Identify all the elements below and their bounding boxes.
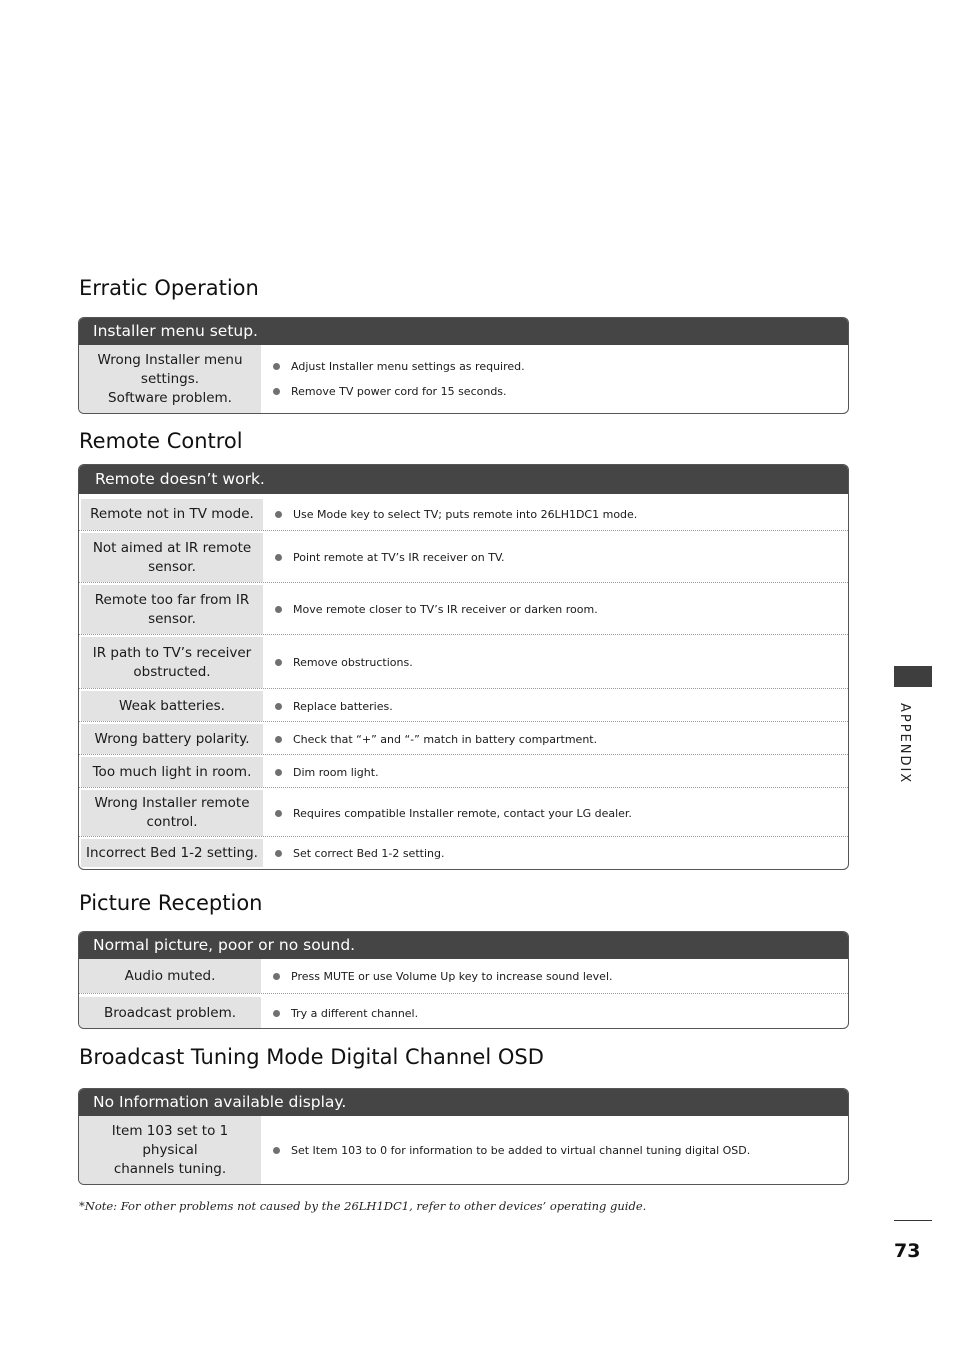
solution-item: Set correct Bed 1-2 setting. xyxy=(273,841,843,866)
solution-item: Remove TV power cord for 15 seconds. xyxy=(271,379,843,404)
cause-cell: Remote too far from IR sensor. xyxy=(81,585,263,634)
table-row xyxy=(79,959,848,994)
table-row xyxy=(79,839,848,867)
section-title-erratic-operation: Erratic Operation xyxy=(79,276,259,300)
remote-control-header: Remote doesn’t work. xyxy=(79,465,848,494)
solution-list xyxy=(273,757,843,787)
cause-cell: Too much light in room. xyxy=(81,757,263,787)
solution-list xyxy=(271,959,843,993)
table-row xyxy=(79,757,848,788)
bullet-icon xyxy=(275,810,282,817)
cause-cell: Audio muted. xyxy=(79,959,261,993)
solution-list xyxy=(273,499,843,530)
solution-item: Dim room light. xyxy=(273,760,843,785)
solution-item: Set Item 103 to 0 for information to be added to virtual channel tuning digital OSD. xyxy=(271,1138,843,1163)
bullet-icon xyxy=(275,511,282,518)
solution-list xyxy=(273,790,843,836)
broadcast-tuning-table xyxy=(78,1088,849,1185)
table-row xyxy=(79,724,848,755)
bullet-icon xyxy=(275,554,282,561)
picture-reception-table xyxy=(78,931,849,1029)
bullet-icon xyxy=(275,769,282,776)
solution-list xyxy=(273,637,843,688)
appendix-side-label: APPENDIX xyxy=(897,703,912,785)
cause-cell: Wrong Installer remote control. xyxy=(81,790,263,836)
solution-item: Use Mode key to select TV; puts remote into 26LH1DC1 mode. xyxy=(273,502,843,527)
solution-item: Replace batteries. xyxy=(273,694,843,719)
section-title-broadcast-tuning: Broadcast Tuning Mode Digital Channel OSD xyxy=(79,1045,544,1069)
solution-item: Press MUTE or use Volume Up key to increase sound level. xyxy=(271,964,843,989)
table-row xyxy=(79,790,848,837)
table-row xyxy=(79,533,848,583)
page-number: 73 xyxy=(894,1240,921,1262)
erratic-operation-table xyxy=(78,317,849,414)
erratic-operation-header: Installer menu setup. xyxy=(79,318,848,345)
bullet-icon xyxy=(273,363,280,370)
broadcast-tuning-header: No Information available display. xyxy=(79,1089,848,1116)
table-row xyxy=(79,691,848,722)
bullet-icon xyxy=(273,1147,280,1154)
section-title-picture-reception: Picture Reception xyxy=(79,891,263,915)
cause-cell: Not aimed at IR remote sensor. xyxy=(81,533,263,582)
solution-list xyxy=(273,839,843,867)
table-row xyxy=(79,345,848,413)
page-number-rule xyxy=(894,1220,932,1221)
table-row xyxy=(79,637,848,689)
solution-list xyxy=(273,691,843,721)
cause-cell: Wrong Installer menu settings. Software problem. xyxy=(79,345,261,413)
table-row xyxy=(79,997,848,1029)
solution-list xyxy=(271,997,843,1029)
bullet-icon xyxy=(273,973,280,980)
cause-cell: Item 103 set to 1 physical channels tuning. xyxy=(79,1116,261,1184)
bullet-icon xyxy=(273,388,280,395)
bullet-icon xyxy=(273,1010,280,1017)
solution-item: Requires compatible Installer remote, contact your LG dealer. xyxy=(273,801,843,826)
table-row xyxy=(79,499,848,531)
solution-item: Check that “+” and “-” match in battery compartment. xyxy=(273,727,843,752)
appendix-tab-marker xyxy=(894,666,932,687)
bullet-icon xyxy=(275,659,282,666)
cause-cell: Incorrect Bed 1-2 setting. xyxy=(81,839,263,867)
solution-list xyxy=(273,585,843,634)
table-row xyxy=(79,1116,848,1184)
remote-control-rows xyxy=(79,494,848,867)
footnote: *Note: For other problems not caused by the 26LH1DC1, refer to other devices’ operating guide. xyxy=(79,1199,647,1213)
solution-item: Try a different channel. xyxy=(271,1001,843,1026)
remote-control-table xyxy=(78,464,849,870)
solution-list xyxy=(271,345,843,413)
solution-list xyxy=(273,724,843,754)
section-title-remote-control: Remote Control xyxy=(79,429,243,453)
solution-item: Move remote closer to TV’s IR receiver or darken room. xyxy=(273,597,843,622)
bullet-icon xyxy=(275,703,282,710)
solution-item: Remove obstructions. xyxy=(273,650,843,675)
cause-cell: Broadcast problem. xyxy=(79,997,261,1029)
cause-cell: Remote not in TV mode. xyxy=(81,499,263,530)
solution-list xyxy=(273,533,843,582)
cause-cell: Weak batteries. xyxy=(81,691,263,721)
table-row xyxy=(79,585,848,635)
picture-reception-header: Normal picture, poor or no sound. xyxy=(79,932,848,959)
solution-item: Point remote at TV’s IR receiver on TV. xyxy=(273,545,843,570)
bullet-icon xyxy=(275,850,282,857)
cause-cell: IR path to TV’s receiver obstructed. xyxy=(81,637,263,688)
bullet-icon xyxy=(275,736,282,743)
cause-cell: Wrong battery polarity. xyxy=(81,724,263,754)
solution-list xyxy=(271,1116,843,1184)
bullet-icon xyxy=(275,606,282,613)
solution-item: Adjust Installer menu settings as required. xyxy=(271,354,843,379)
